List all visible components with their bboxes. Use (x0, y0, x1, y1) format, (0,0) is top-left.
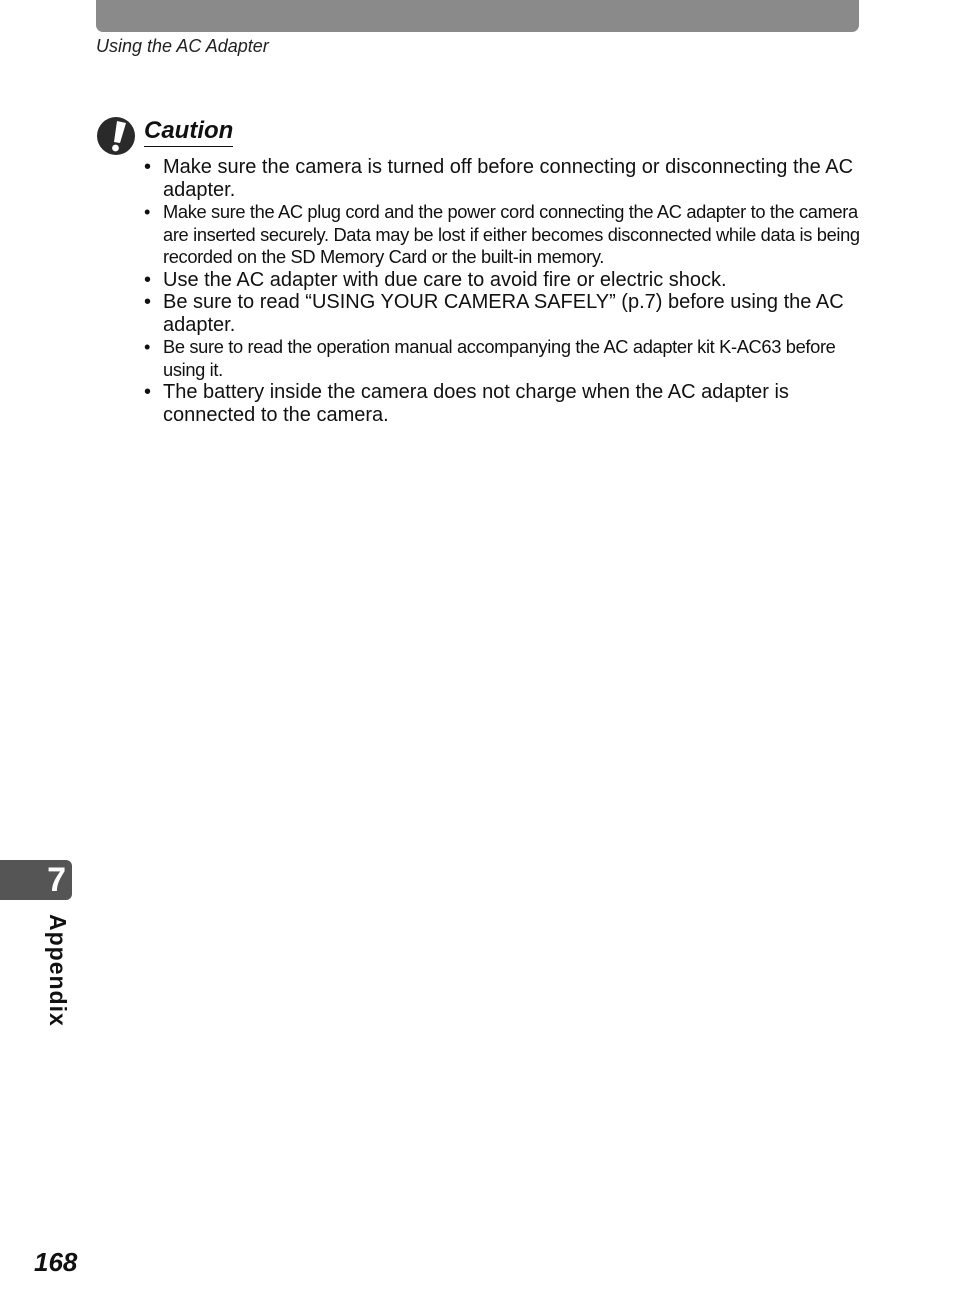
list-item: • Use the AC adapter with due care to avoid fire or electric shock. (144, 269, 860, 292)
list-item: • Be sure to read “USING YOUR CAMERA SAFELY” (p.7) before using the AC adapter. (144, 291, 860, 336)
header-bar (96, 0, 859, 32)
list-item: • The battery inside the camera does not charge when the AC adapter is connected to the camera. (144, 381, 860, 426)
page-number: 168 (34, 1247, 78, 1277)
list-item: • Make sure the camera is turned off before connecting or disconnecting the AC adapter. (144, 156, 860, 201)
list-item: • Be sure to read the operation manual accompanying the AC adapter kit K-AC63 before using it. (144, 336, 860, 381)
caution-title: Caution (144, 117, 233, 147)
caution-exclamation-icon (96, 116, 136, 156)
chapter-label: Appendix (45, 914, 71, 1027)
running-header: Using the AC Adapter (96, 36, 269, 56)
chapter-tab: 7 (0, 860, 72, 900)
caution-list (144, 156, 860, 426)
list-item: • Make sure the AC plug cord and the power cord connecting the AC adapter to the camera are inserted securely. Data may be lost if either becomes disconnected while data is being recorded on the SD Memory Card or the built-in memory. (144, 201, 860, 269)
